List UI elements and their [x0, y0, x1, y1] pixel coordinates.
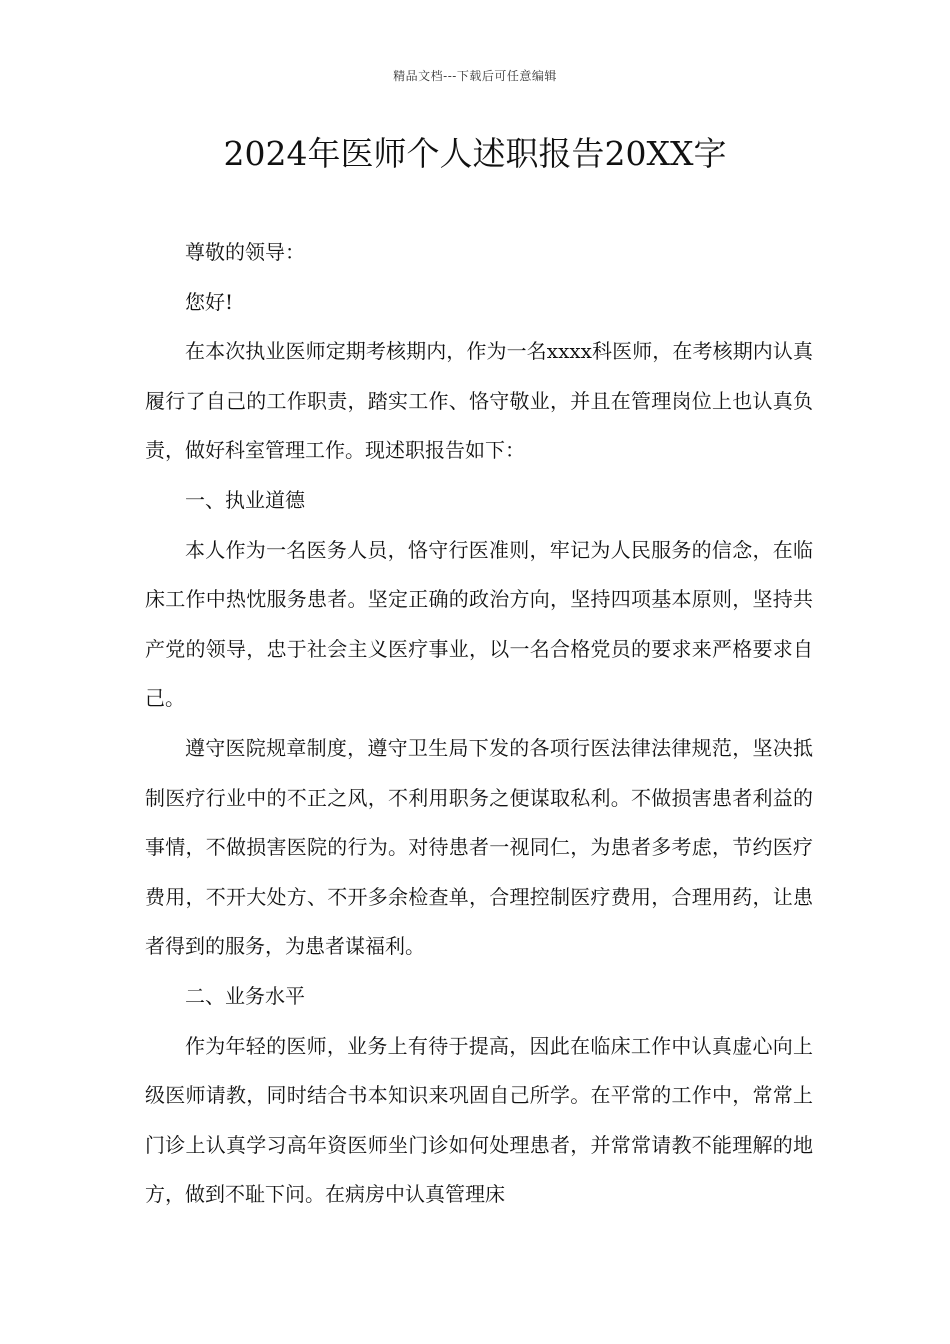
- section-heading-ethics: 一、执业道德: [185, 487, 305, 512]
- paragraph-ethics-1: 本人作为一名医务人员，恪守行医准则，牢记为人民服务的信念，在临床工作中热忱服务患者。坚定正确的政治方向，坚持四项基本原则，坚持共产党的领导，忠于社会主义医疗事业，以一名合格党员的要求来严格要求自己。: [145, 537, 813, 711]
- paragraph-skills-1: 作为年轻的医师，业务上有待于提高，因此在临床工作中认真虚心向上级医师请教，同时结合书本知识来巩固自己所学。在平常的工作中，常常上门诊上认真学习高年资医师坐门诊如何处理患者，并常常请教不能理解的地方，做到不耻下问。在病房中认真管理床: [145, 1033, 813, 1207]
- paragraph-greeting: 您好!: [185, 289, 234, 314]
- paragraph-ethics-2: 遵守医院规章制度，遵守卫生局下发的各项行医法律法律规范，坚决抵制医疗行业中的不正之风，不利用职务之便谋取私利。不做损害患者利益的事情，不做损害医院的行为。对待患者一视同仁，为患者多考虑，节约医疗费用，不开大处方、不开多余检查单，合理控制医疗费用，合理用药，让患者得到的服务，为患者谋福利。: [145, 735, 813, 959]
- document-title: 2024年医师个人述职报告20XX字: [223, 134, 727, 173]
- paragraph-salutation: 尊敬的领导：: [185, 240, 305, 264]
- section-heading-skills: 二、业务水平: [185, 983, 305, 1008]
- document-body: [145, 228, 813, 1220]
- paragraph-intro: 在本次执业医师定期考核期内，作为一名xxxx科医师，在考核期内认真履行了自己的工作职责，踏实工作、恪守敬业，并且在管理岗位上也认真负责，做好科室管理工作。现述职报告如下：: [145, 339, 813, 463]
- header-note: 精品文档---下载后可任意编辑: [393, 69, 557, 83]
